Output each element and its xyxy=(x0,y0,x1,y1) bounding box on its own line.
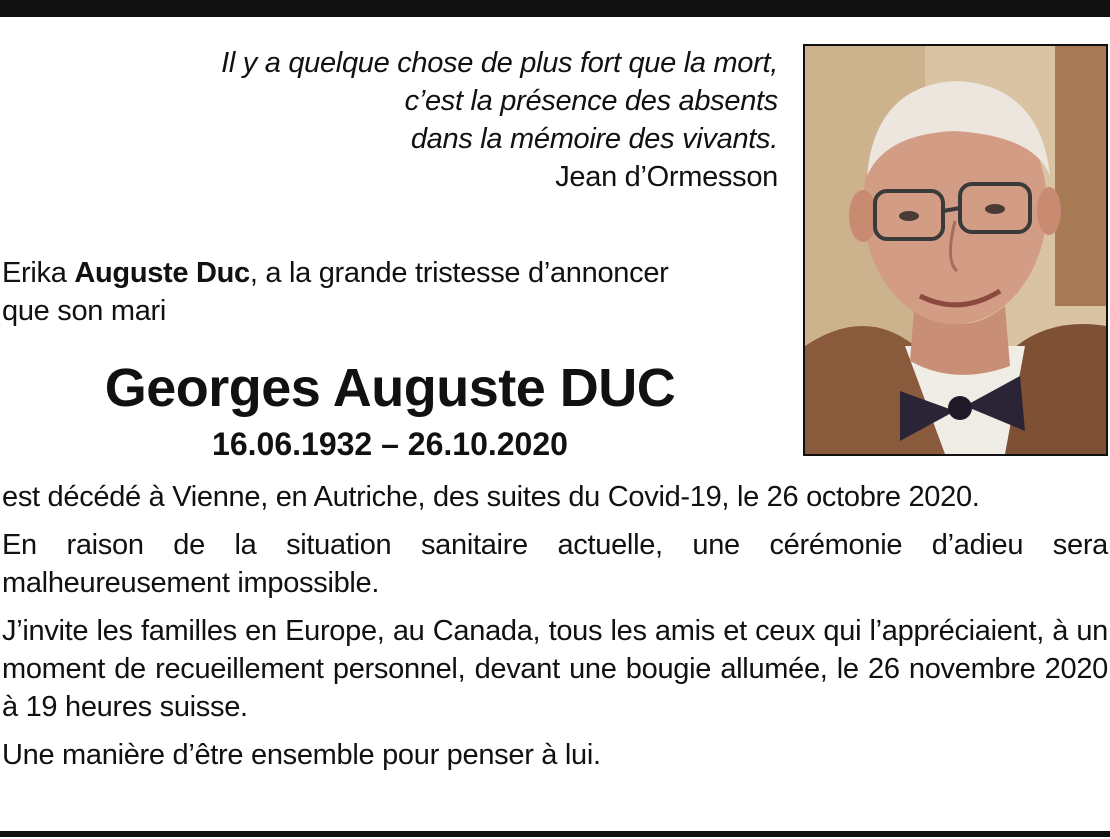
paragraph: En raison de la situation sanitaire actuelle, une cérémonie d’adieu sera malheureusement impossible. xyxy=(2,529,1108,599)
quote-line: dans la mémoire des vivants. xyxy=(410,123,778,155)
portrait-illustration xyxy=(805,46,1106,454)
body-text xyxy=(2,478,1108,784)
intro-line2: que son mari xyxy=(2,295,167,327)
deceased-dates: 16.06.1932 – 26.10.2020 xyxy=(212,426,568,462)
intro-text-after: , a la grande tristesse d’annoncer xyxy=(249,257,669,289)
top-rule xyxy=(0,0,1110,17)
intro-surname: Auguste Duc xyxy=(74,257,250,289)
deceased-name: Georges Auguste DUC xyxy=(104,358,676,418)
bottom-rule xyxy=(0,831,1110,837)
quote-author: Jean d’Ormesson xyxy=(555,161,778,193)
paragraph: J’invite les familles en Europe, au Canada, tous les amis et ceux qui l’appréciaient, à un moment de recueillement personnel, devant une bougie allumée, le 26 novembre 2020 à 19 heures suisse. xyxy=(2,615,1108,723)
intro-text xyxy=(2,254,782,330)
paragraph: est décédé à Vienne, en Autriche, des suites du Covid-19, le 26 octobre 2020. xyxy=(2,481,980,513)
paragraph: Une manière d’être ensemble pour penser à lui. xyxy=(2,739,601,771)
quote-line: Il y a quelque chose de plus fort que la mort, xyxy=(221,47,778,79)
portrait-photo xyxy=(803,44,1108,456)
intro-first-name: Erika xyxy=(2,257,67,289)
quote-line: c’est la présence des absents xyxy=(404,85,778,117)
quote-block xyxy=(221,44,778,196)
